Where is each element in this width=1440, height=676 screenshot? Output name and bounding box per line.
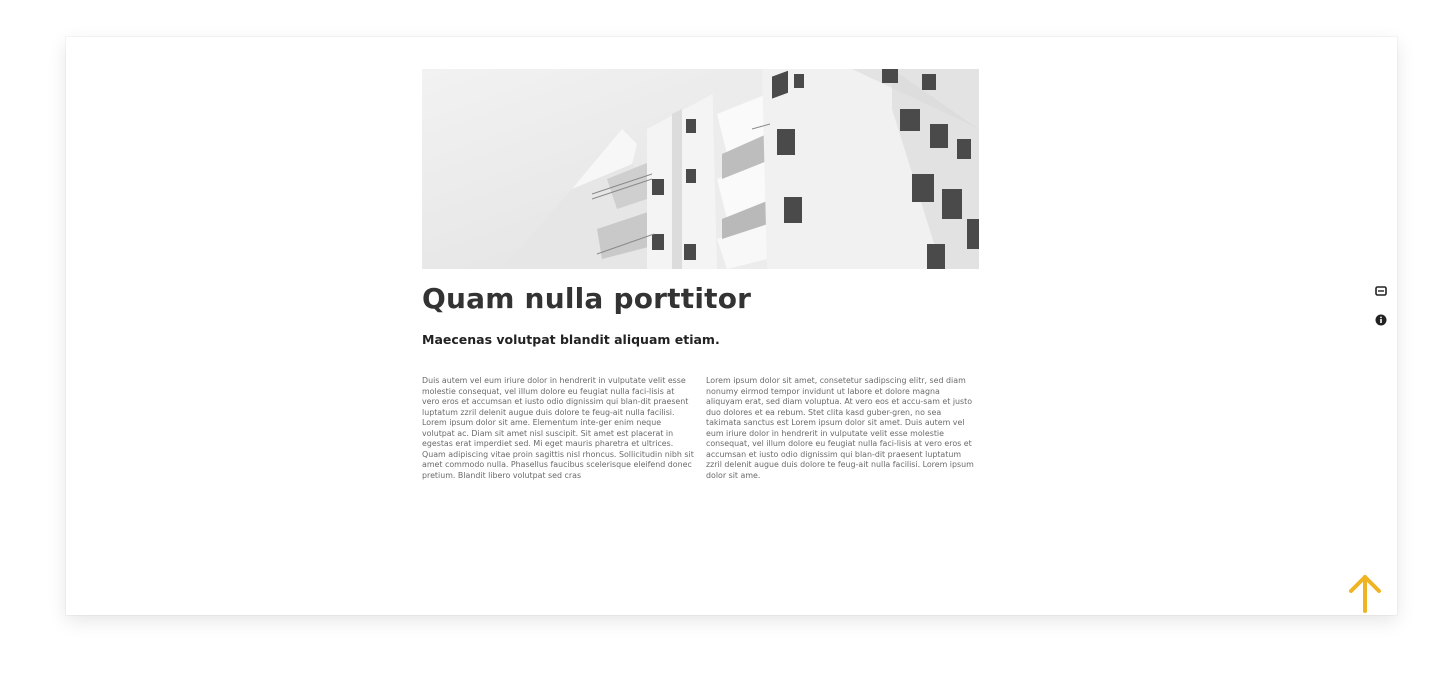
side-toolbar	[1375, 282, 1387, 323]
building-photo	[422, 69, 979, 269]
article-title: Quam nulla porttitor	[422, 282, 752, 315]
hero-image	[422, 69, 979, 269]
back-to-top-button[interactable]	[1348, 573, 1382, 613]
article-subtitle: Maecenas volutpat blandit aliquam etiam.	[422, 332, 720, 347]
article-column-left: Duis autem vel eum iriure dolor in hendrerit in vulputate velit esse molestie consequat, vel illum dolore eu feugiat nulla faci-lisis at vero eros et accumsan et iusto odio dignissim qui blan-dit praesent luptatum zzril delenit augue duis dolore te feug-ait nulla facilisi. Lorem ipsum dolor sit ame. Elementum inte-ger enim neque volutpat ac. Diam sit amet nisl suscipit. Sit amet est placerat in egestas erat imperdiet sed. Mi eget mauris pharetra et ultrices. Quam adipiscing vitae proin sagittis nisl rhoncus. Sollicitudin nibh sit amet commodo nulla. Phasellus faucibus scelerisque eleifend donec pretium. Blandit libero volutpat sed cras	[422, 376, 694, 480]
arrow-up-icon	[1348, 573, 1382, 613]
article-card	[66, 37, 1397, 615]
message-icon[interactable]	[1375, 282, 1387, 294]
info-icon[interactable]	[1375, 311, 1387, 323]
article-column-right: Lorem ipsum dolor sit amet, consetetur sadipscing elitr, sed diam nonumy eirmod tempor invidunt ut labore et dolore magna aliquyam erat, sed diam voluptua. At vero eos et accu-sam et justo duo dolores et ea rebum. Stet clita kasd guber-gren, no sea takimata sanctus est Lorem ipsum dolor sit amet. Duis autem vel eum iriure dolor in hendrerit in vulputate velit esse molestie consequat, vel illum dolore eu feugiat nulla faci-lisis at vero eros et accumsan et iusto odio dignissim qui blan-dit praesent luptatum zzril delenit augue duis dolore te feug-ait nulla facilisi. Lorem ipsum dolor sit ame.	[706, 376, 974, 480]
